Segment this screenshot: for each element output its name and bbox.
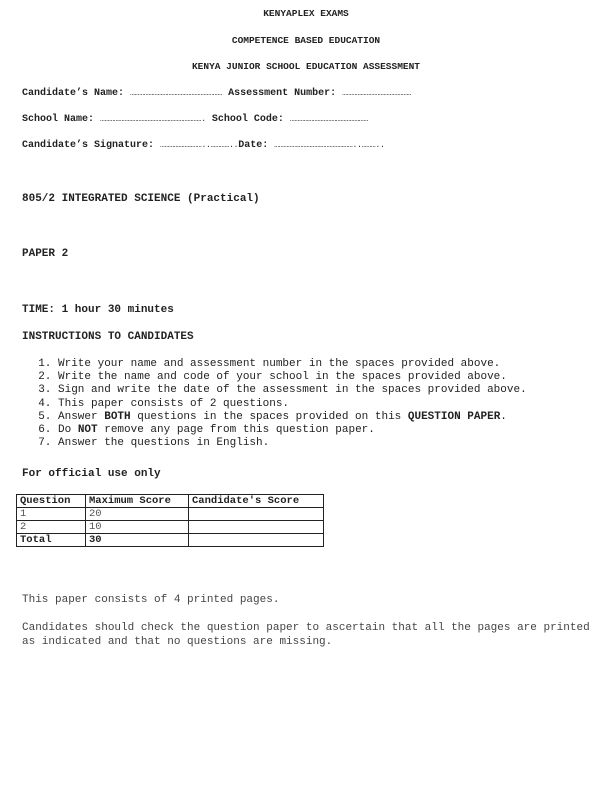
assessment-number-field[interactable]: ……………………………………… (342, 89, 412, 98)
signature-row (22, 140, 385, 151)
score-table (16, 494, 324, 547)
assessment-title: KENYA JUNIOR SCHOOL EDUCATION ASSESSMENT (191, 61, 421, 72)
total-max-score: 30 (86, 534, 189, 547)
instruction-text: questions in the spaces provided on this (130, 410, 408, 423)
total-label: Total (17, 534, 86, 547)
signature-field[interactable]: ………………………..………….. (160, 141, 239, 150)
table-row (17, 521, 324, 534)
signature-label: Candidate’s Signature: (22, 140, 155, 151)
candidate-score-cell[interactable] (189, 521, 324, 534)
instruction-text: Answer (58, 410, 105, 423)
school-name-label: School Name: (22, 114, 95, 125)
candidate-score-cell[interactable] (189, 508, 324, 521)
official-use-heading: For official use only (22, 468, 161, 480)
instruction-text: Do (58, 424, 78, 437)
score-table-header (17, 495, 324, 508)
max-score-cell: 20 (86, 508, 189, 521)
time-allowed: TIME: 1 hour 30 minutes (22, 304, 174, 316)
school-name-field[interactable]: …………………………………………………………. (100, 115, 206, 124)
school-code-field[interactable]: …………………………………………… (289, 115, 369, 124)
instruction-emphasis: BOTH (104, 410, 131, 423)
question-cell: 1 (17, 508, 86, 521)
total-row (17, 534, 324, 547)
instruction-item: 1. Write your name and assessment number in the spaces provided above. (58, 358, 612, 371)
instruction-item (58, 411, 612, 424)
max-score-cell: 10 (86, 521, 189, 534)
instruction-text: . (500, 410, 507, 423)
school-row (22, 114, 368, 125)
pages-note: This paper consists of 4 printed pages. (22, 594, 280, 606)
col-max-score: Maximum Score (86, 495, 189, 508)
instruction-item: 2. Write the name and code of your school in the spaces provided above. (58, 371, 612, 384)
instructions-heading: INSTRUCTIONS TO CANDIDATES (22, 331, 194, 343)
paper-code-title: 805/2 INTEGRATED SCIENCE (Practical) (22, 193, 260, 205)
school-code-label: School Code: (211, 114, 284, 125)
candidate-name-row (22, 88, 411, 99)
col-question: Question (17, 495, 86, 508)
question-cell: 2 (17, 521, 86, 534)
table-row (17, 508, 324, 521)
instruction-item: 7. Answer the questions in English. (58, 437, 612, 450)
date-label: Date: (238, 140, 269, 151)
candidate-name-field[interactable]: …………………………………………………… (130, 89, 223, 98)
instructions-list (22, 358, 612, 450)
instruction-text: remove any page from this question paper. (97, 424, 375, 437)
instruction-emphasis: NOT (77, 424, 98, 437)
instruction-item: 3. Sign and write the date of the assessment in the spaces provided above. (58, 384, 612, 397)
total-candidate-score[interactable] (189, 534, 324, 547)
curriculum-title: COMPETENCE BASED EDUCATION (231, 35, 381, 46)
paper-number: PAPER 2 (22, 248, 69, 260)
assessment-number-label: Assessment Number: (228, 88, 337, 99)
col-candidate-score: Candidate's Score (189, 495, 324, 508)
instruction-item: 4. This paper consists of 2 questions. (58, 398, 612, 411)
instruction-item (58, 424, 612, 437)
date-field[interactable]: ……………………………………………..……….. (274, 141, 385, 150)
candidate-name-label: Candidate’s Name: (22, 88, 125, 99)
exam-body-title: KENYAPLEX EXAMS (263, 8, 349, 19)
check-note: Candidates should check the question paper to ascertain that all the pages are printed as indicated and that no questions are missing. (22, 622, 590, 648)
instruction-emphasis: QUESTION PAPER (407, 410, 501, 423)
